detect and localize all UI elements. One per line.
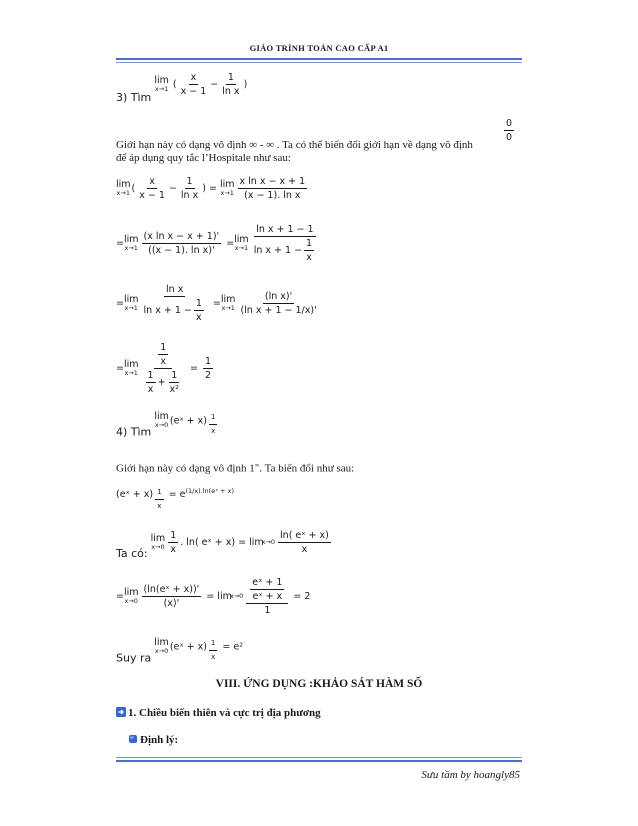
footer-rule-thin	[116, 757, 522, 758]
explain-line-2: để áp dụng quy tắc l’Hospitale như sau:	[116, 152, 291, 164]
subheading-1: 1. Chiều biến thiên và cực trị địa phương	[116, 707, 321, 719]
explain-4: Giới hạn này có dạng vô định 1∞. Ta biến đổi như sau:	[116, 462, 355, 475]
arrow-box-icon	[116, 707, 126, 717]
footer-credit: Sưu tầm by hoangly85	[421, 769, 520, 781]
fraction: $\frac{x}{x - 1}$	[180, 72, 207, 97]
header-rule	[116, 58, 522, 60]
step-1: lim x→1 ( $\frac{x}{x - 1}$ − $\frac{1}{\text{ln x}}$ ) = lim x→1 $\frac{\text{x ln x − x + 1}}{\text{(x − 1). ln x}}$	[116, 176, 306, 201]
subheading-2: Định lý:	[128, 734, 178, 746]
problem-4-label: 4) Tìm	[116, 425, 152, 439]
step-2: = lim x→1 $\frac{\text{(x ln x − x + 1)'}}{\text{((x − 1). ln x)'}}$ = lim x→1 ln x + 1 − 1 ln x + 1 − $\frac{1}{x}$	[116, 224, 314, 263]
problem-4-row: 4) Tìm lim x→0 (eˣ + x) $\frac{1}{x}$	[116, 411, 216, 439]
suyra-line: Suy ra lim x→0 (eˣ + x) $\frac{1}{x}$ = e²	[116, 637, 244, 665]
step-4: = lim x→1 $\frac{1}{x}$ $\frac{1}{x}$ + $\frac{1}{\text{x²}}$ = $\frac{1}{2}$	[116, 342, 212, 395]
footer-rule	[116, 760, 522, 762]
header-rule-thin	[116, 62, 522, 63]
rewrite-line: (eˣ + x) $\frac{1}{x}$ = $e^{(1/x).ln(eˣ + x)}$	[116, 487, 235, 510]
step-3: = lim x→1 ln x ln x + 1 − $\frac{1}{x}$ = lim x→1 $\frac{\text{(ln x)'}}{\text{(ln x + 1 − 1/x)'}}$	[116, 284, 317, 323]
explain-line-1: Giới hạn này có dạng vô định ∞ - ∞ . Ta có thể biến đổi giới hạn về dạng vô định	[116, 139, 473, 151]
section-title: VIII. ỨNG DỤNG :KHẢO SÁT HÀM SỐ	[215, 678, 423, 690]
page-header-title: GIÁO TRÌNH TOÁN CAO CẤP A1	[249, 43, 389, 53]
fraction-0-0: $\frac{0}{0}$	[506, 118, 513, 143]
lim-symbol: lim x→1	[154, 74, 169, 93]
l2-line: = lim x→0 $\frac{\text{(ln(eˣ + x))'}}{(x)'}$ = lim x→0 $\frac{\frac{\text{eˣ + 1}}{\text{eˣ + x}}}{1}$ = 2	[116, 577, 311, 616]
problem-3-label: 3) Tìm	[116, 91, 152, 104]
fraction: $\frac{1}{\text{ln x}}$	[222, 72, 240, 97]
taco-line: Ta có: lim x→0 $\frac{1}{x}$ . ln( eˣ + x) = lim x→0 $\frac{\text{ln( eˣ + x)}}{x}$	[116, 530, 329, 560]
bullet-box-icon	[128, 734, 138, 744]
problem-3-row: 3) Tìm lim x→1 ( $\frac{x}{x - 1}$ − $\frac{1}{\text{ln x}}$ )	[116, 72, 248, 104]
